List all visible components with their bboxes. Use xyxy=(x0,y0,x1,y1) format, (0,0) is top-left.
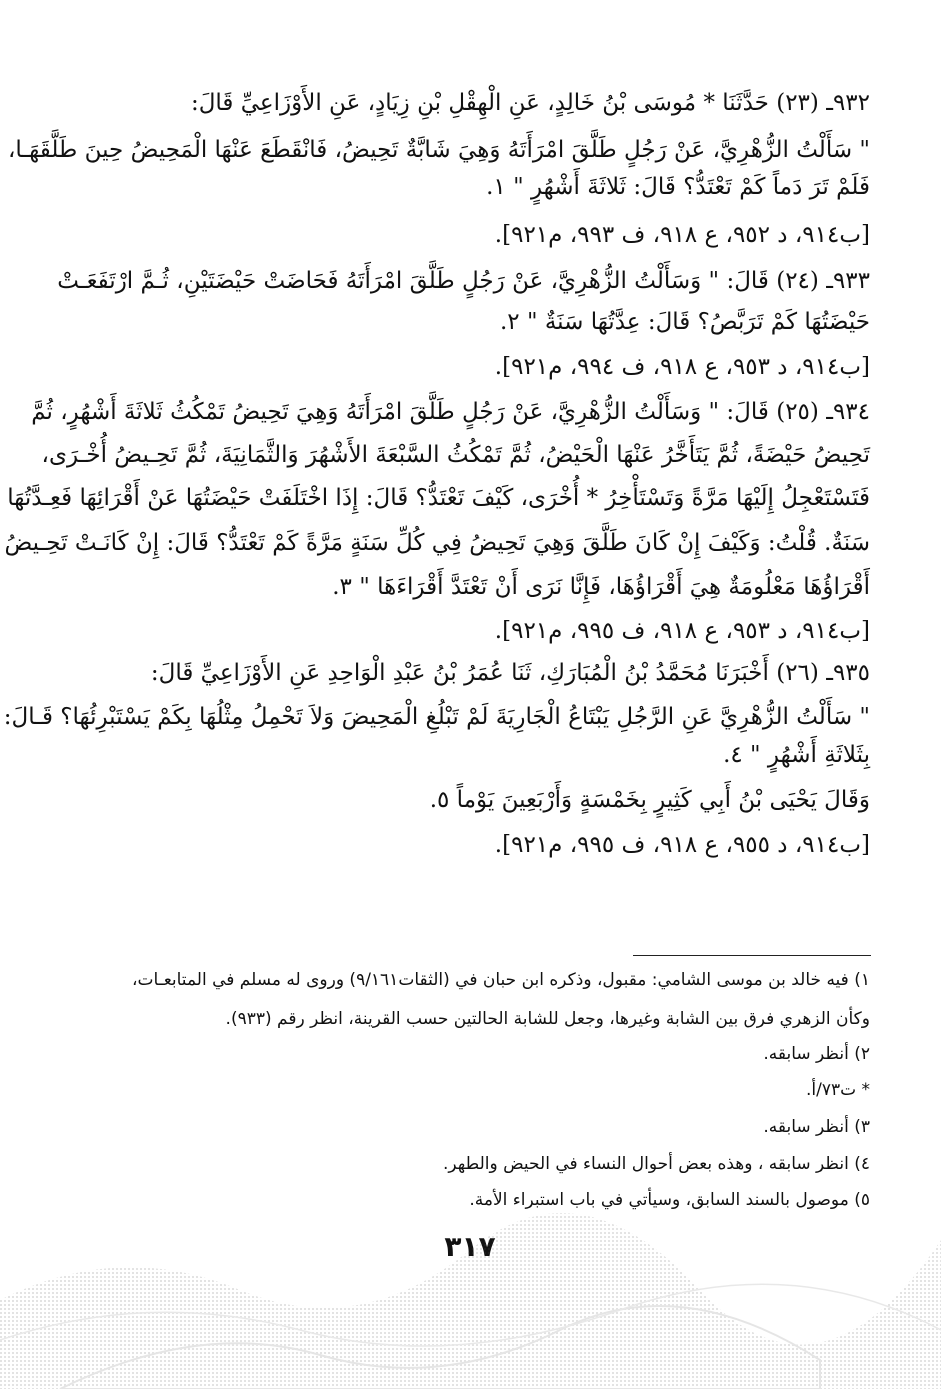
hadith-934-line-1: ٩٣٤ـ (٢٥) قَالَ: " وَسَأَلْتُ الزُّهْرِيَّ، عَنْ رَجُلٍ طَلَّقَ امْرَأَتَهُ وَهِيَ تَحِيضُ تَمْكُثُ ثَلاثَةَ أَشْهُرٍ، ثُمَّ xyxy=(31,399,870,425)
footnote-3: ٣) أنظر سابقه. xyxy=(763,1117,870,1137)
hadith-935-line-1: ٩٣٥ـ (٢٦) أَخْبَرَنَا مُحَمَّدُ بْنُ الْمُبَارَكِ، ثَنَا عُمَرُ بْنُ عَبْدِ الْوَاحِدِ عَنِ الأَوْزَاعِيِّ قَالَ: xyxy=(150,660,870,686)
footnote-4: ٤) انظر سابقه ، وهذه بعض أحوال النساء في الحيض والطهر. xyxy=(443,1154,870,1174)
hadith-934-line-2: تَحِيضُ حَيْضَةً، ثُمَّ يَتَأَخَّرُ عَنْهَا الْحَيْضُ، ثُمَّ تَمْكُثُ السَّبْعَةَ الأَشْهُرَ وَالثَّمَانِيَةَ، ثُمَّ تَحِـيضُ أُخْـرَى، xyxy=(41,442,870,468)
decorative-ornament-background xyxy=(0,1180,941,1389)
footnote-1-line-1: ١) فيه خالد بن موسى الشامي: مقبول، وذكره ابن حبان في (الثقات٩/١٦١) وروى له مسلم في المتابعـات، xyxy=(132,970,870,990)
footnote-1-line-2: وكأن الزهري فرق بين الشابة وغيرها، وجعل للشابة الحالتين حسب القرينة، انظر رقم (٩٣٣). xyxy=(225,1009,870,1029)
hadith-934-line-5: أَقْرَاؤُهَا مَعْلُومَةٌ هِيَ أَقْرَاؤُهَا، فَإِنَّا نَرَى أَنْ تَعْتَدَّ أَقْرَاءَهَا " ٣. xyxy=(332,574,870,600)
reference-934: [ب٩١٤، د ٩٥٣، ع ٩١٨، ف ٩٩٥، م٩٢١]. xyxy=(494,618,870,644)
page-number: ٣١٧ xyxy=(444,1230,496,1263)
hadith-934-line-3: فَتَسْتَعْجِلُ إِلَيْهَا مَرَّةً وَتَسْتَأْخِرُ * أُخْرَى، كَيْفَ تَعْتَدُّ؟ قَالَ: إِذَا اخْتَلَفَتْ حَيْضَتُهَا عَنْ أَقْرَائِهَا فَعِـدَّتُهَا xyxy=(7,485,870,511)
hadith-932-line-2: " سَأَلْتُ الزُّهْرِيَّ، عَنْ رَجُلٍ طَلَّقَ امْرَأَتَهُ وَهِيَ شَابَّةٌ تَحِيضُ، فَانْقَطَعَ عَنْهَا الْمَحِيضُ حِينَ طَلَّقَهَـا، xyxy=(7,137,870,163)
reference-935: [ب٩١٤، د ٩٥٥، ع ٩١٨، ف ٩٩٥، م٩٢١]. xyxy=(494,832,870,858)
footnote-2: ٢) أنظر سابقه. xyxy=(763,1044,870,1064)
footnote-folio-marker: * ت٧٣/أ. xyxy=(805,1080,870,1100)
footnote-5: ٥) موصول بالسند السابق، وسيأتي في باب استبراء الأمة. xyxy=(469,1190,870,1210)
reference-932: [ب٩١٤، د ٩٥٢، ع ٩١٨، ف ٩٩٣، م٩٢١]. xyxy=(494,222,870,248)
hadith-933-line-1: ٩٣٣ـ (٢٤) قَالَ: " وَسَأَلْتُ الزُّهْرِيَّ، عَنْ رَجُلٍ طَلَّقَ امْرَأَتَهُ فَحَاضَتْ حَيْضَتَيْنِ، ثُـمَّ ارْتَفَعَـتْ xyxy=(57,268,870,294)
hadith-933-line-2: حَيْضَتُهَا كَمْ تَرَبَّصُ؟ قَالَ: عِدَّتُهَا سَنَةٌ " ٢. xyxy=(499,309,870,335)
hadith-935-line-3: بِثَلاثَةِ أَشْهُرٍ " ٤. xyxy=(723,742,870,768)
reference-933: [ب٩١٤، د ٩٥٣، ع ٩١٨، ف ٩٩٤، م٩٢١]. xyxy=(494,354,870,380)
footnote-separator xyxy=(633,955,871,956)
hadith-932-line-1: ٩٣٢ـ (٢٣) حَدَّثَنَا * مُوسَى بْنُ خَالِدٍ، عَنِ الْهِقْلِ بْنِ زِيَادٍ، عَنِ الأَوْزَاعِيِّ قَالَ: xyxy=(190,90,870,116)
hadith-932-line-3: فَلَمْ تَرَ دَماً كَمْ تَعْتَدُّ؟ قَالَ: ثَلاثَةَ أَشْهُرٍ " ١. xyxy=(486,174,870,200)
hadith-934-line-4: سَنَةٌ. قُلْتُ: وَكَيْفَ إِنْ كَانَ طَلَّقَ وَهِيَ تَحِيضُ فِي كُلِّ سَنَةٍ مَرَّةً كَمْ تَعْتَدُّ؟ قَالَ: إِنْ كَانَـتْ تَحِـيضُ xyxy=(4,530,870,556)
hadith-935-line-2: " سَأَلْتُ الزُّهْرِيَّ عَنِ الرَّجُلِ يَبْتَاعُ الْجَارِيَةَ لَمْ تَبْلُغِ الْمَحِيضَ وَلاَ تَحْمِلُ مِثْلُهَا بِكَمْ يَسْتَبْرِئُهَا؟ قَـالَ: xyxy=(3,704,870,730)
hadith-935-line-4: وَقَالَ يَحْيَى بْنُ أَبِي كَثِيرٍ بِخَمْسَةٍ وَأَرْبَعِينَ يَوْماً ٥. xyxy=(429,787,870,813)
